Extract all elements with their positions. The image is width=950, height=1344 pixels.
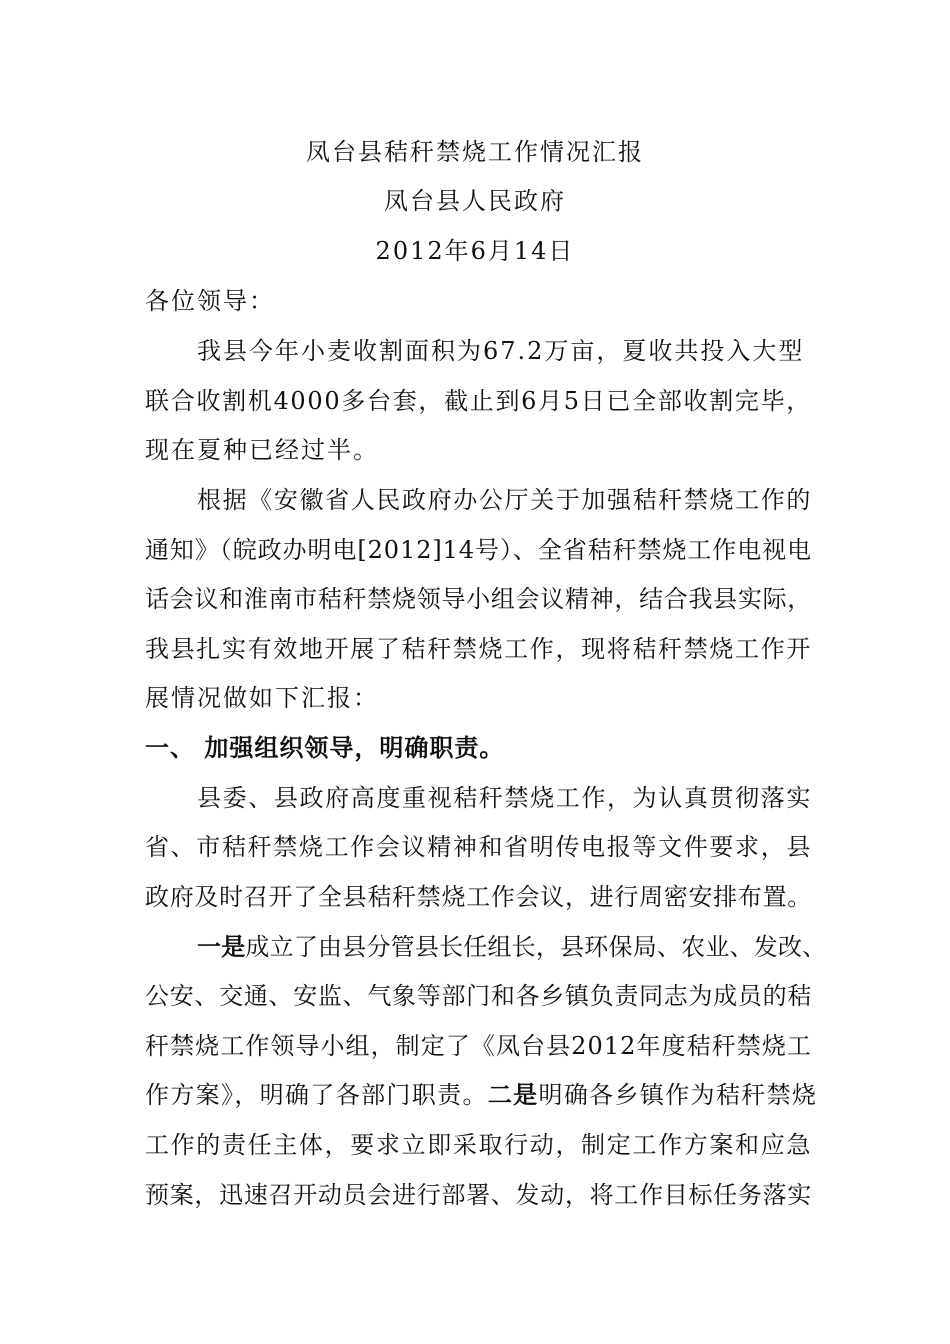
para3-line2: 省、市秸秆禁烧工作会议精神和省明传电报等文件要求，县	[145, 833, 812, 861]
document-date: 2012年6月14日	[375, 237, 575, 265]
para4-line1-text: 成立了由县分管县长任组长，县环保局、农业、发改、	[245, 933, 827, 961]
para3-line3: 政府及时召开了全县秸秆禁烧工作会议，进行周密安排布置。	[145, 883, 812, 911]
para4-line5: 工作的责任主体，要求立即采取行动，制定工作方案和应急	[145, 1131, 812, 1159]
para4-line4-start: 作方案》，明确了各部门职责。	[145, 1081, 488, 1109]
para1-line2: 联合收割机4000多台套，截止到6月5日已全部收割完毕，	[145, 387, 812, 415]
para4-line6: 预案，迅速召开动员会进行部署、发动，将工作目标任务落实	[145, 1181, 812, 1209]
para1-line1: 我县今年小麦收割面积为67.2万亩，夏收共投入大型	[197, 337, 805, 365]
para2-line2: 通知》（皖政办明电[2012]14号）、全省秸秆禁烧工作电视电	[145, 536, 812, 564]
para4-line3: 秆禁烧工作领导小组，制定了《凤台县2012年度秸秆禁烧工	[145, 1032, 812, 1060]
salutation: 各位领导：	[145, 287, 275, 315]
para4-line4-text: 明确各乡镇作为秸秆禁烧	[538, 1081, 818, 1109]
para4-line4	[145, 1080, 817, 1110]
para4-line1	[197, 932, 826, 962]
para2-line4: 我县扎实有效地开展了秸秆禁烧工作，现将秸秆禁烧工作开	[145, 635, 812, 663]
para4-point2-marker: 二是	[487, 1080, 539, 1109]
para1-line3: 现在夏种已经过半。	[145, 436, 379, 464]
para4-line2: 公安、交通、安监、气象等部门和各乡镇负责同志为成员的秸	[145, 982, 812, 1010]
para2-line5: 展情况做如下汇报：	[145, 684, 379, 712]
para2-line3: 话会议和淮南市秸秆禁烧领导小组会议精神，结合我县实际，	[145, 585, 812, 613]
document-issuer: 凤台县人民政府	[384, 187, 566, 215]
para2-line1: 根据《安徽省人民政府办公厅关于加强秸秆禁烧工作的	[197, 486, 812, 514]
para3-line1: 县委、县政府高度重视秸秆禁烧工作，为认真贯彻落实	[197, 784, 812, 812]
section1-heading: 一、 加强组织领导，明确职责。	[145, 733, 505, 762]
para4-point1-marker: 一是	[197, 932, 246, 961]
document-title: 凤台县秸秆禁烧工作情况汇报	[306, 138, 644, 166]
